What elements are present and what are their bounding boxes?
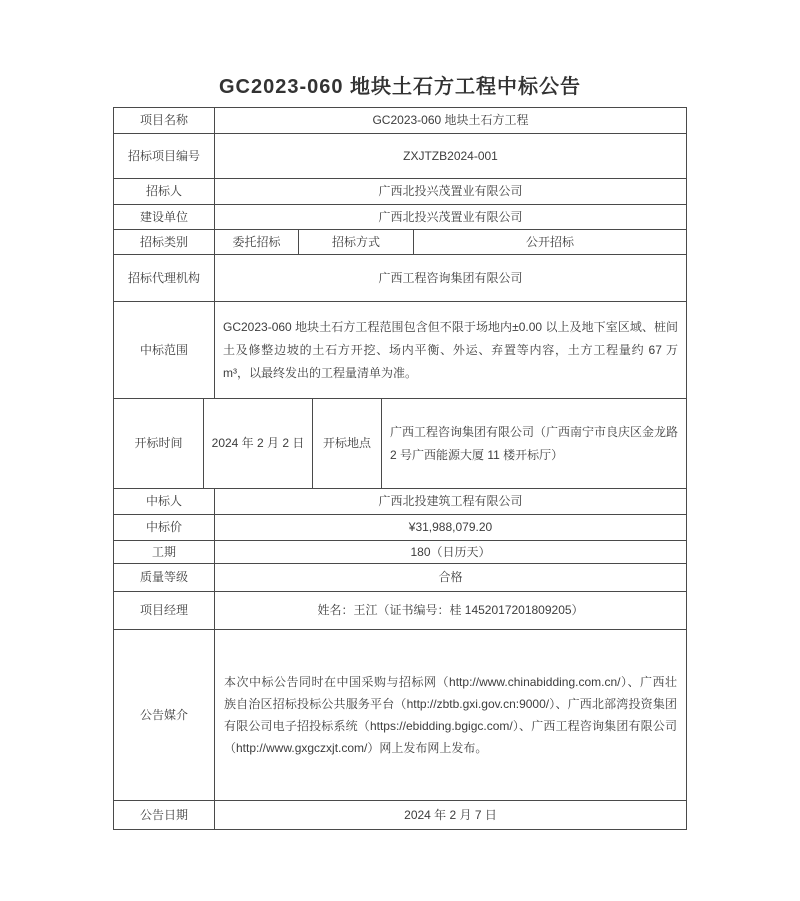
row-media bbox=[114, 630, 686, 801]
bid-opening-place-label: 开标地点 bbox=[312, 399, 381, 488]
row-manager bbox=[114, 592, 686, 630]
construction-unit-label: 建设单位 bbox=[139, 209, 188, 224]
manager-value: 姓名：王江（证书编号：桂 1452017201809205） bbox=[214, 592, 686, 629]
announce-date-label: 公告日期 bbox=[139, 807, 188, 822]
manager-label: 项目经理 bbox=[139, 603, 188, 618]
quality-label: 质量等级 bbox=[139, 570, 188, 585]
bid-opening-time-value: 2024 年 2 月 2 日 bbox=[203, 399, 312, 488]
construction-unit-value: 广西北投兴茂置业有限公司 bbox=[214, 205, 686, 229]
tenderee-value: 广西北投兴茂置业有限公司 bbox=[214, 179, 686, 204]
row-duration bbox=[114, 541, 686, 564]
row-quality bbox=[114, 564, 686, 592]
row-project-name bbox=[114, 108, 686, 134]
duration-value: 180（日历天） bbox=[214, 541, 686, 563]
project-name-value: GC2023-060 地块土石方工程 bbox=[214, 108, 686, 133]
scope-label: 中标范围 bbox=[139, 342, 188, 357]
announce-date-value: 2024 年 2 月 7 日 bbox=[214, 801, 686, 829]
media-label: 公告媒介 bbox=[139, 707, 188, 722]
row-tender-no bbox=[114, 134, 686, 179]
agency-value: 广西工程咨询集团有限公司 bbox=[214, 255, 686, 301]
document-title: GC2023-060 地块土石方工程中标公告 bbox=[218, 76, 582, 98]
winner-value: 广西北投建筑工程有限公司 bbox=[214, 489, 686, 514]
media-value: 本次中标公告同时在中国采购与招标网（http://www.chinabidding.com.cn/）、广西壮族自治区招标投标公共服务平台（http://zbtb.gxi.gov.cn:9000/）、广西北部湾投资集团有限公司电子招投标系统（https://ebidding.bgigc.com/）、广西工程咨询集团有限公司（http://www.gxgczxjt.com/）网上发布网上发布。 bbox=[214, 630, 686, 800]
row-construction-unit bbox=[114, 205, 686, 230]
tender-no-value: ZXJTZB2024-001 bbox=[214, 134, 686, 178]
tender-no-label: 招标项目编号 bbox=[127, 148, 200, 163]
scope-value: GC2023-060 地块土石方工程范围包含但不限于场地内±0.00 以上及地下室区域、桩间土及修整边坡的土石方开挖、场内平衡、外运、弃置等内容，土方工程量约 67 万 m³，以最终发出的工程量清单为准。 bbox=[214, 302, 686, 398]
bid-opening-place-value: 广西工程咨询集团有限公司（广西南宁市良庆区金龙路 2 号广西能源大厦 11 楼开标厅） bbox=[381, 399, 686, 488]
tenderee-label: 招标人 bbox=[145, 184, 182, 199]
row-tender-category bbox=[114, 230, 686, 255]
project-name-label: 项目名称 bbox=[139, 113, 188, 128]
row-bid-opening bbox=[114, 399, 686, 489]
announcement-table bbox=[113, 107, 687, 830]
row-price bbox=[114, 515, 686, 541]
tender-method-value: 公开招标 bbox=[413, 230, 686, 254]
agency-label: 招标代理机构 bbox=[127, 270, 200, 285]
row-tenderee bbox=[114, 179, 686, 205]
price-label: 中标价 bbox=[145, 520, 182, 535]
tender-category-value: 委托招标 bbox=[214, 230, 298, 254]
row-announce-date bbox=[114, 801, 686, 829]
price-value: ¥31,988,079.20 bbox=[214, 515, 686, 540]
row-winner bbox=[114, 489, 686, 515]
bid-opening-time-label: 开标时间 bbox=[134, 436, 183, 451]
row-scope bbox=[114, 302, 686, 399]
quality-value: 合格 bbox=[214, 564, 686, 591]
winner-label: 中标人 bbox=[145, 494, 182, 509]
tender-category-label: 招标类别 bbox=[139, 234, 188, 249]
row-agency bbox=[114, 255, 686, 302]
tender-method-label: 招标方式 bbox=[298, 230, 413, 254]
duration-label: 工期 bbox=[151, 544, 176, 559]
